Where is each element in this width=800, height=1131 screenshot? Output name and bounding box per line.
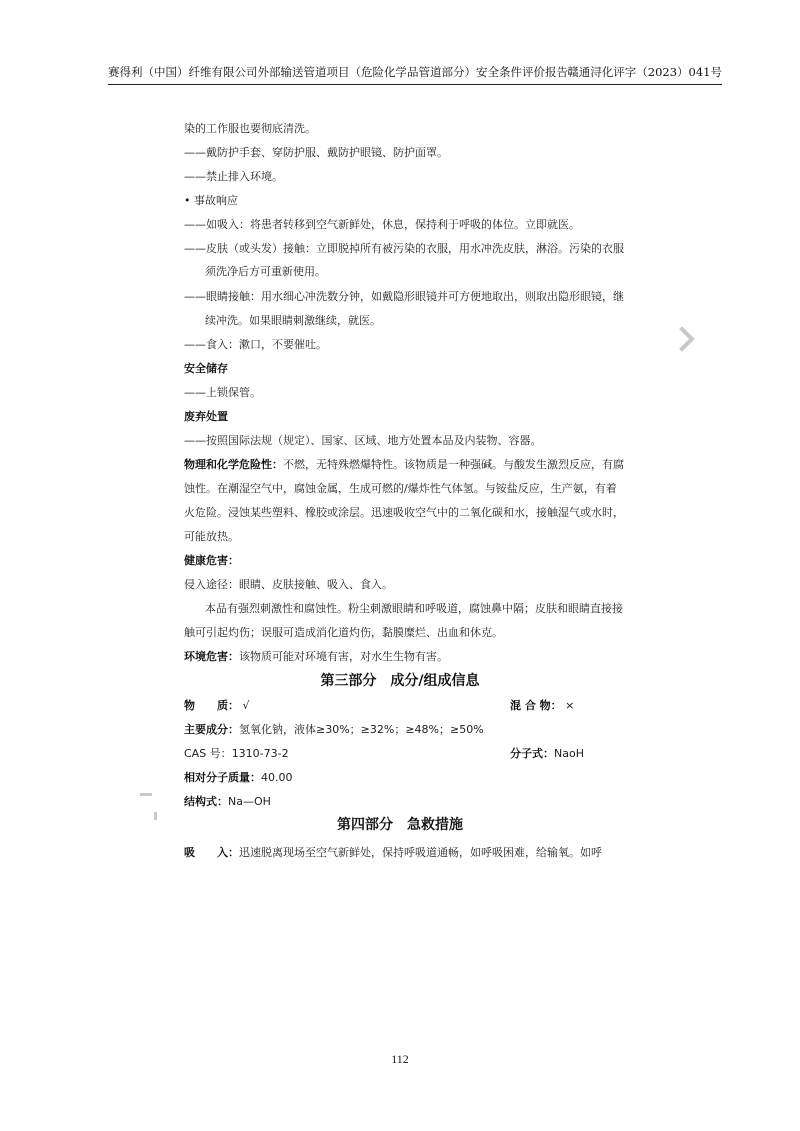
report-number: 赣通浔化评字（2023）041号 [567,65,722,79]
cas-value: 1310-73-2 [231,747,289,760]
inhalation-label: 吸 入： [184,846,239,859]
text-line: ——如吸入：将患者转移到空气新鲜处，休息，保持利于呼吸的体位。立即就医。 [184,218,580,231]
page-number: 112 [391,1052,409,1066]
physical-hazard-text: 不燃，无特殊燃爆特性。该物质是一种强碱。与酸发生激烈反应，有腐 [283,458,624,471]
report-title: 赛得利（中国）纤维有限公司外部输送管道项目（危险化学品管道部分）安全条件评价报告 [108,65,568,79]
section-4-title: 第四部分 急救措施 [337,817,463,833]
text-line: ——上锁保管。 [184,386,261,399]
mixture-value: × [565,699,575,712]
scan-artifact-mark [140,793,152,796]
text-line: ——眼睛接触：用水细心冲洗数分钟，如戴隐形眼镜并可方便地取出，则取出隐形眼镜，继 [184,290,624,303]
inhalation-row [184,845,602,861]
main-composition-row [184,722,484,738]
subsection-heading: • 事故响应 [184,194,238,207]
molecular-weight-row [184,770,293,786]
text-line: ——按照国际法规（规定）、国家、区域、地方处置本品及内装物、容器。 [184,434,542,447]
cas-label: CAS 号： [184,747,232,760]
text-line: 触可引起灼伤；误服可造成消化道灼伤，黏膜糜烂、出血和休克。 [184,626,503,639]
text-line: 本品有强烈刺激性和腐蚀性。粉尘刺激眼睛和呼吸道，腐蚀鼻中隔；皮肤和眼睛直接接 [205,602,623,615]
environment-hazard-label: 环境危害： [184,650,239,663]
text-line: 续冲洗。如果眼睛刺激继续，就医。 [205,314,381,327]
environment-hazard-line [184,649,448,665]
environment-hazard-text: 该物质可能对环境有害，对水生生物有害。 [239,650,448,663]
text-line: 侵入途径：眼睛、皮肤接触、吸入、食入。 [184,578,393,591]
molecular-weight-label: 相对分子质量： [184,771,261,784]
physical-hazard-label: 物理和化学危险性： [184,458,283,471]
mixture-label: 混 合 物： [510,699,562,712]
text-line: 火危险。浸蚀某些塑料、橡胶或涂层。迅速吸收空气中的二氧化碳和水，接触湿气或水时， [184,506,624,519]
inhalation-text: 迅速脱离现场至空气新鲜处，保持呼吸道通畅，如呼吸困难，给输氧。如呼 [239,846,602,859]
mixture-row [510,698,574,714]
substance-label: 物 质： [184,699,239,712]
text-line: ——皮肤（或头发）接触：立即脱掉所有被污染的衣服，用水冲洗皮肤，淋浴。污染的衣服 [184,242,624,255]
formula-label: 分子式： [510,747,554,760]
section-3-title: 第三部分 成分/组成信息 [320,673,480,689]
structure-label: 结构式： [184,795,228,808]
formula-value: NaoH [554,747,584,760]
substance-row [184,698,250,714]
health-heading: 健康危害： [184,554,239,567]
physical-hazard-line [184,457,624,473]
cas-row [184,746,289,762]
structure-row [184,794,271,810]
storage-heading: 安全储存 [184,362,228,375]
text-line: 可能放热。 [184,530,239,543]
scan-artifact-mark [154,812,157,820]
text-line: ——戴防护手套、穿防护服、戴防护眼镜、防护面罩。 [184,146,448,159]
molecular-weight-value: 40.00 [261,771,293,784]
main-composition-label: 主要成分： [184,723,239,736]
disposal-heading: 废弃处置 [184,410,228,423]
text-line: ——食入：漱口，不要催吐。 [184,338,327,351]
substance-value: √ [242,699,250,712]
text-line: 须洗净后方可重新使用。 [205,265,326,278]
text-line: ——禁止排入环境。 [184,170,283,183]
structure-value: Na—OH [228,795,271,808]
text-line: 染的工作服也要彻底清洗。 [184,122,316,135]
page-header [108,62,722,85]
text-line: 蚀性。在潮湿空气中，腐蚀金属，生成可燃的/爆炸性气体氢。与铵盐反应，生产氨，有着 [184,482,617,495]
main-composition-value: 氢氧化钠，液体≥30%；≥32%；≥48%；≥50% [239,723,484,736]
chevron-right-icon [669,326,694,351]
formula-row [510,746,584,762]
